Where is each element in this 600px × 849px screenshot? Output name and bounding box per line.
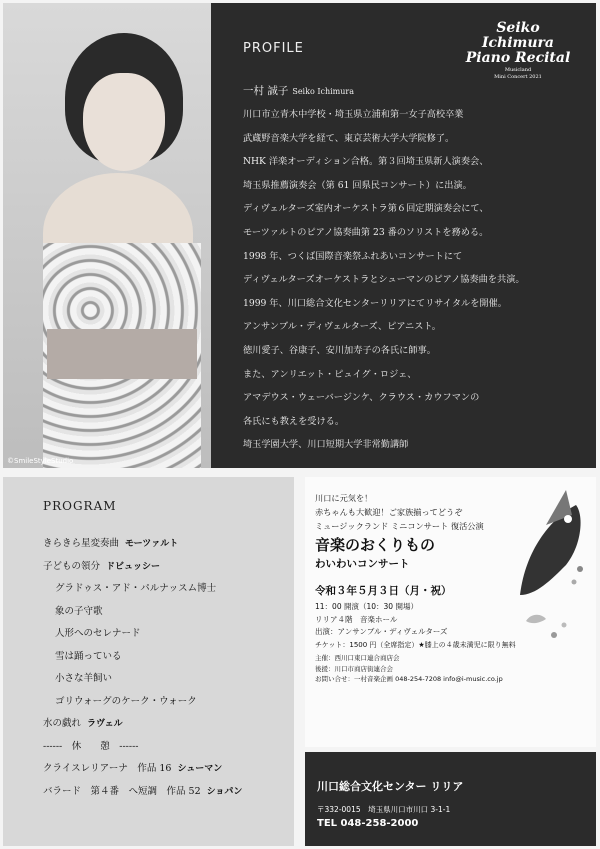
inquiry: お問い合せ：一村音楽企画 048-254-7208 info@i-music.co.jp [315,675,503,683]
program-composer: ラヴェル [87,719,123,729]
concert-subtitle: わいわいコンサート [315,558,410,570]
bio-line: 埼玉学園大学、川口短期大学非常勤講師 [243,439,409,451]
logo-line4: Musicland [504,67,532,73]
logo-line2: Ichimura [481,35,554,51]
flower-dot [551,632,557,638]
program-item [43,558,294,581]
bio-line: また、アンリエット・ピュイグ・ロジェ、 [243,368,417,380]
tagline-3: ミュージックランド ミニコンサート 復活公演 [315,521,484,531]
concert-title: 音楽のおくりもの [315,536,436,554]
logo-line5: Mini Concert 2021 [494,74,542,80]
program-item [43,625,294,648]
bio-line: 川口市立青木中学校・埼玉県立浦和第一女子高校卒業 [243,109,464,120]
bird-illustration [506,485,592,645]
concert-date: 令和３年５月３日（月・祝） [315,585,452,597]
bird-eye [564,515,572,523]
program-item [43,783,294,806]
venue-name: 川口総合文化センター リリア [317,780,464,793]
program-list [43,535,294,805]
bio-line: 各氏にも教えを受ける。 [243,415,345,427]
program-item [43,648,294,671]
logo-line1: Seiko [496,20,540,36]
concert-time: 11：00 開演（10：30 開場） [315,602,418,611]
bio-line: NHK 洋楽オーディション合格。第３回埼玉県新人演奏会、 [243,156,489,168]
venue-address: 〒332-0015 埼玉県川口市川口 3-1-1 [317,805,451,814]
program-item [43,603,294,626]
flower-dot [562,623,567,628]
portrait-face [83,73,165,171]
program-composer: シューマン [177,764,223,774]
bio-line: 徳川愛子、谷康子、安川加寿子の各氏に師事。 [243,344,436,356]
small-bird [526,615,546,623]
program-composer: ショパン [206,786,243,797]
program-item [43,535,294,558]
program-item [43,760,294,783]
program-piece-title: 象の子守歌 [55,605,103,617]
profile-heading: PROFILE [243,41,304,56]
program-piece-title: バラード 第４番 へ短調 作品 52 [43,785,201,797]
bio-line: 1998 年、つくば国際音楽祭ふれあいコンサートにて [243,250,463,262]
portrait-photo [3,3,211,468]
bio-line: モーツァルトのピアノ協奏曲第 23 番のソリストを務める。 [243,226,489,238]
tagline-1: 川口に元気を！ [315,493,373,503]
bio-line: 武蔵野音楽大学を経て、東京芸術大学大学院修了。 [243,132,455,144]
biography [243,103,588,457]
program-piece-title: 人形へのセレナード [55,628,141,639]
program-piece-title: きらきら星変奏曲 [43,538,120,549]
program-piece-title: ------ 休 憩 ------ [43,740,139,752]
sponsor: 後援：川口市商店街連合会 [315,664,393,673]
program-item [43,670,294,693]
program-piece-title: グラドゥス・アド・パルナッスム博士 [55,583,217,594]
portrait-sash [47,329,197,379]
logo-line3: Piano Recital [465,50,571,66]
program-item [43,738,294,761]
program-heading: PROGRAM [43,499,117,513]
program-composer: ドビュッシー [106,561,161,572]
venue-tel: TEL 048-258-2000 [317,818,419,829]
flower-dot [577,566,583,572]
concert-panel [305,477,596,747]
program-piece-title: 小さな羊飼い [55,673,113,684]
artist-name [243,83,354,98]
program-composer: モーツァルト [125,539,179,549]
artist-name-latin: Seiko Ichimura [292,87,355,96]
program-piece-title: 子どもの領分 [43,560,101,572]
flower-dot [572,580,577,585]
program-piece-title: クライスレリアーナ 作品 16 [43,763,172,774]
concert-performer: 出演：アンサンブル・ディヴェルターズ [315,627,448,636]
program-piece-title: 水の戯れ [43,718,82,729]
concert-ticket: チケット：1500 円（全席指定）★膝上の４歳未満児に限り無料 [315,640,516,649]
concert-place: リリア４階 音楽ホール [315,614,398,624]
recital-logo [454,21,582,80]
artist-name-jp: 一村 誠子 [243,85,289,97]
bio-line: ディヴェルターズオーケストラとシューマンのピアノ協奏曲を共演。 [243,274,525,286]
organizer: 主催：西川口東口連合商店会 [315,654,400,662]
bio-line: ディヴェルターズ室内オーケストラ第６回定期演奏会にて、 [243,203,489,215]
bio-line: アンサンブル・ディヴェルターズ、ピアニスト。 [243,321,441,333]
program-item [43,715,294,738]
profile-panel [3,3,596,468]
tagline-2: 赤ちゃんも大歓迎！ご家族揃ってどうぞ [315,507,463,517]
bio-line: 埼玉県推薦演奏会（第 61 回県民コンサート）に出演。 [243,179,472,191]
program-item [43,693,294,716]
program-item [43,580,294,603]
venue-panel [305,752,596,846]
photo-credit: ©SmileStyleStudio [7,457,74,465]
program-piece-title: ゴリウォーグのケーク・ウォーク [55,695,197,707]
bio-line: アマデウス・ウェーバージンケ、クラウス・カウフマンの [243,392,480,404]
program-piece-title: 雪は踊っている [55,650,122,662]
bio-line: 1999 年、川口総合文化センターリリアにてリサイタルを開催。 [243,297,507,309]
program-panel [3,477,294,846]
